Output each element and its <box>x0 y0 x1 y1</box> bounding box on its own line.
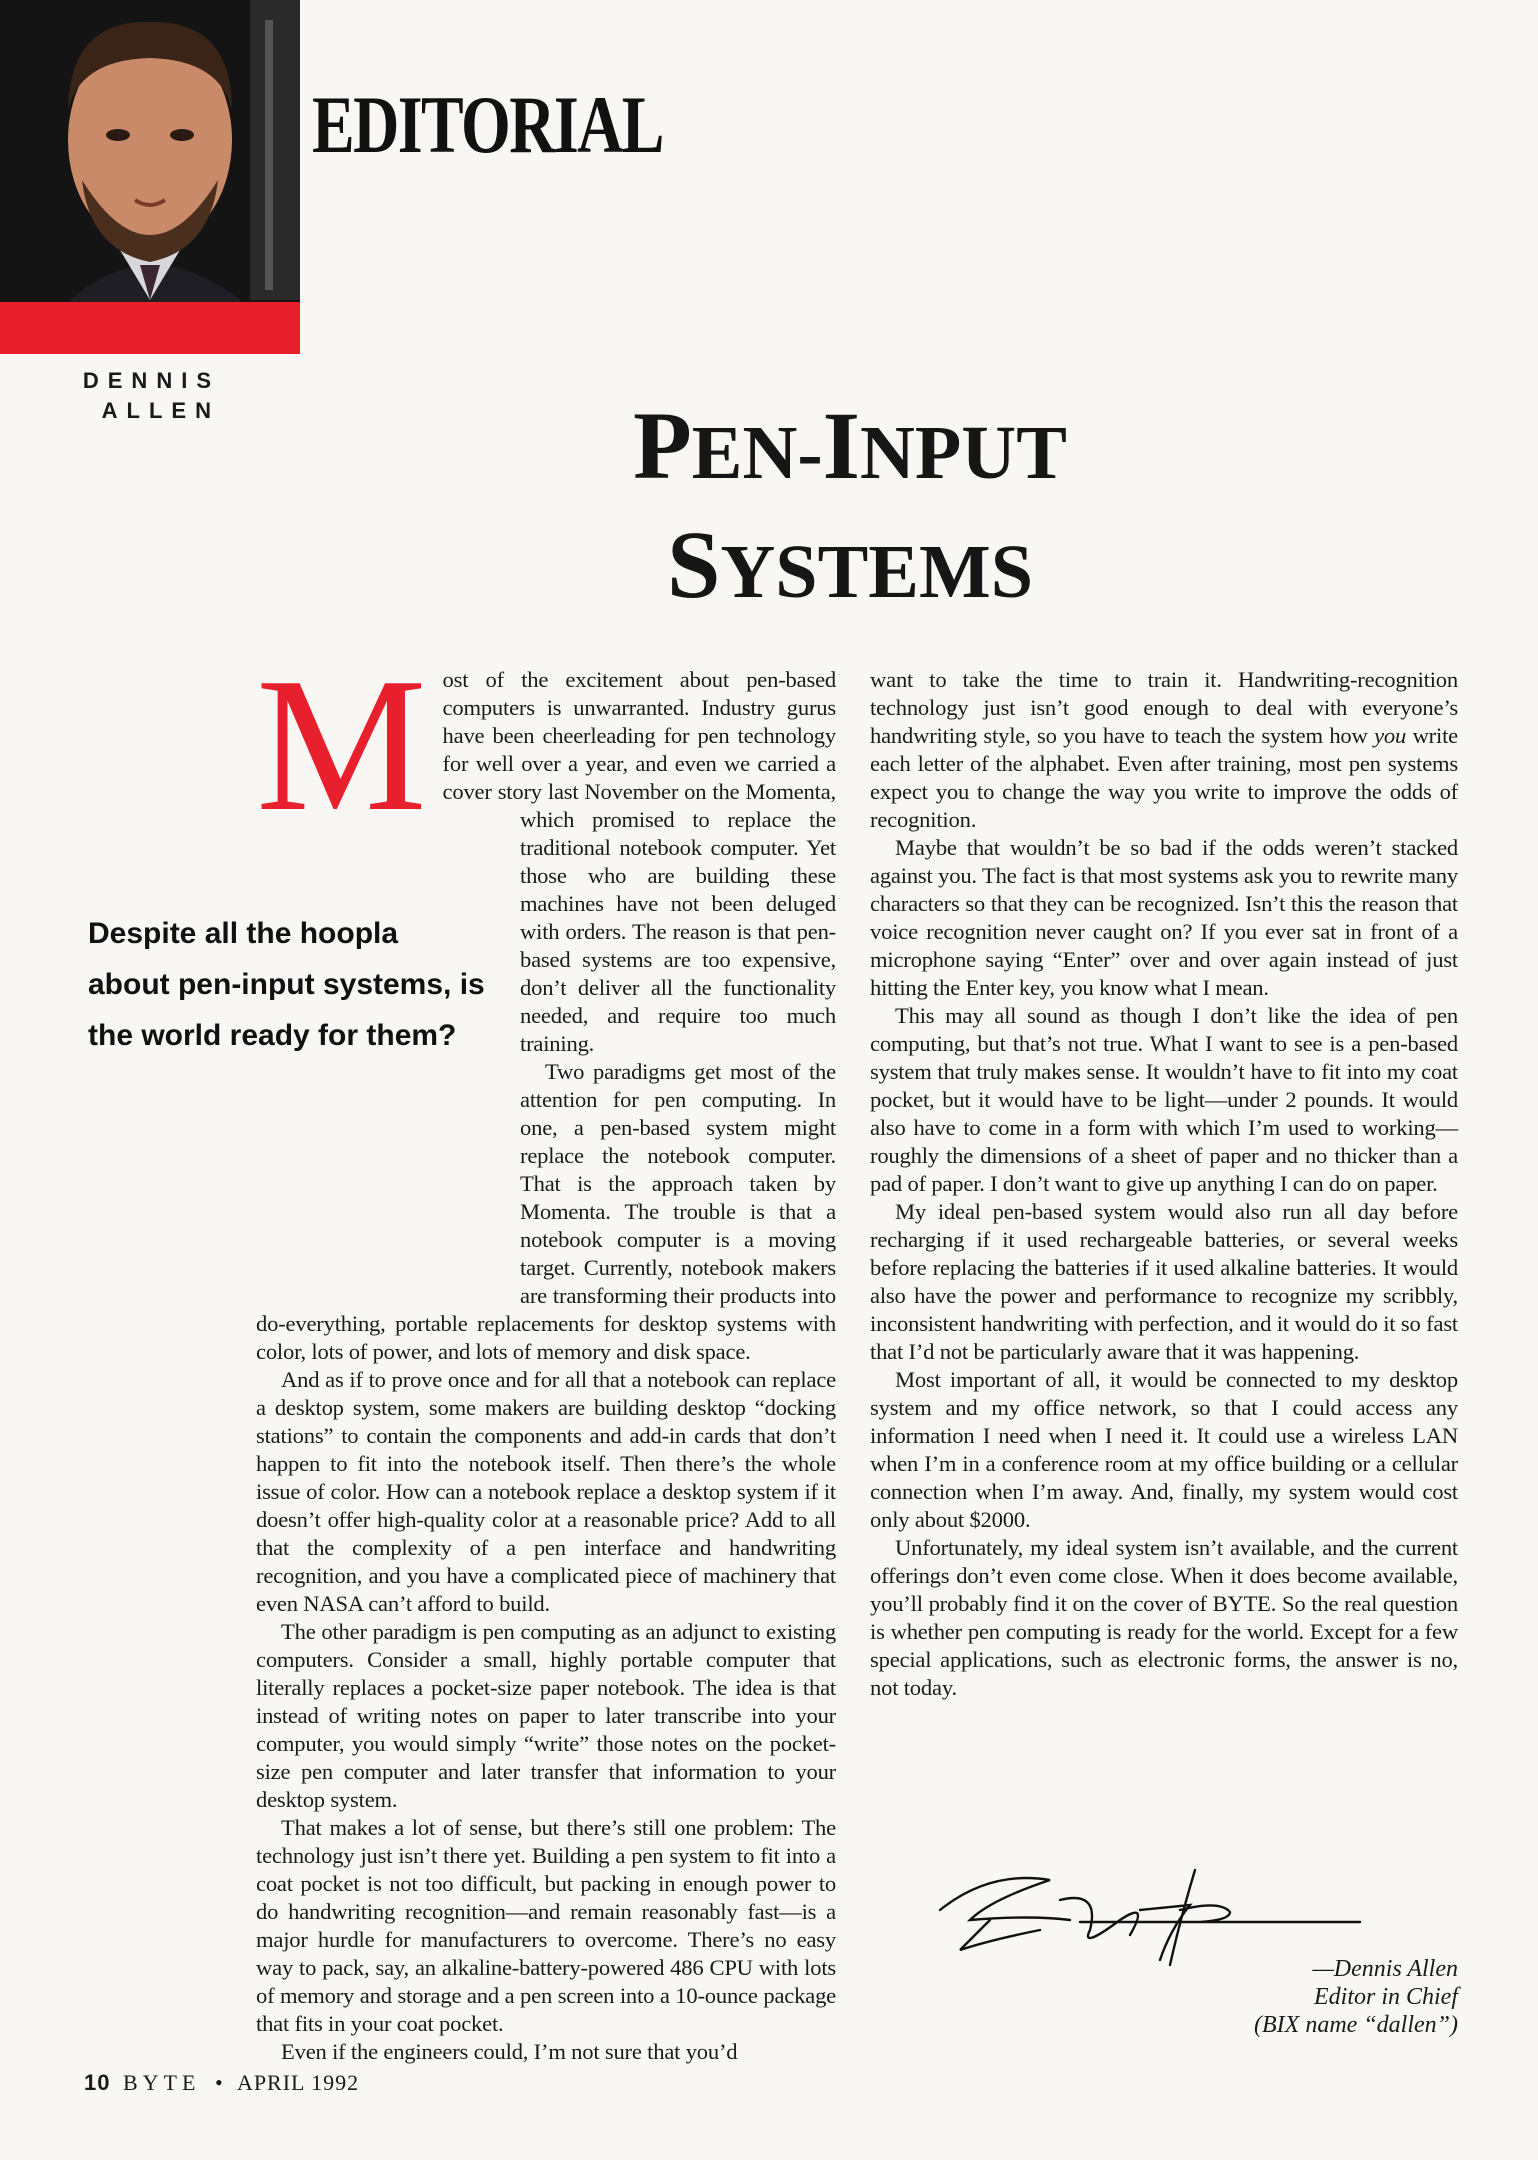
paragraph: want to take the time to train it. Handwriting-recognition technology just isn’t good enough to deal with everyone’s handwriting style, so you have to teach the system how you write each letter of the alphabet. Even after training, most pen systems expect you to change the way you write to improve the odds of recognition. <box>870 667 1458 832</box>
issue-date: APRIL 1992 <box>236 2070 360 2095</box>
author-last-name: ALLEN <box>101 398 220 423</box>
author-portrait-drawing <box>0 0 300 354</box>
pullquote-wrap-spacer <box>256 1042 520 1288</box>
paragraph: The other paradigm is pen computing as an adjunct to existing computers. Consider a small, highly portable computer that literally replaces a pocket-size paper notebook. The idea is that instead of writing notes on paper to later transcribe into your computer, you would simply “write” those notes on the pocket-size pen computer and later transfer that information to your desktop system. <box>256 1619 836 1812</box>
article-column-right <box>870 666 1458 1702</box>
headline-line-1: PEN-INPUT <box>633 392 1067 499</box>
signoff-bix: (BIX name “dallen”) <box>1254 2012 1458 2038</box>
paragraph: Unfortunately, my ideal system isn’t available, and the current offerings don’t even come close. When it does become available, you’ll probably find it on the cover of BYTE. So the real question is whether pen computing is ready for the world. Except for a few special applications, such as electronic forms, the answer is no, not today. <box>870 1535 1458 1700</box>
paragraph: My ideal pen-based system would also run all day before recharging if it used rechargeable batteries, or several weeks before replacing the batteries if it used alkaline batteries. It would also have the power and performance to recognize my scribbly, inconsistent handwriting with perfection, and it would do it so fast that I’d not be particularly aware that it was happening. <box>870 1199 1458 1364</box>
article-headline <box>560 390 1140 628</box>
page-number: 10 <box>84 2070 111 2095</box>
paragraph: That makes a lot of sense, but there’s still one problem: The technology just isn’t there yet. Building a pen system to fit into a coat pocket is not too difficult, but packing in enough power to do handwriting recognition—and remain reasonably fast—is a major hurdle for manufacturers to overcome. There’s no easy way to pack, say, an alkaline-battery-powered 486 CPU with lots of memory and storage and a pen screen into a 10-ounce package that fits in your coat pocket. <box>256 1815 836 2036</box>
magazine-name: BYTE <box>122 2070 201 2095</box>
section-label: EDITORIAL <box>312 79 663 170</box>
drop-cap: M <box>256 638 427 851</box>
paragraph: Most important of all, it would be connected to my desktop system and my office network, so that I could access any information I need when I need it. It could use a wireless LAN when I’m in a conference room at my office building or a cellular connection when I’m away. And, finally, my system would cost only about $2000. <box>870 1367 1458 1532</box>
signoff <box>1100 1955 1458 2039</box>
handwritten-signature <box>930 1860 1390 1970</box>
paragraph: This may all sound as though I don’t like the idea of pen computing, but that’s not true. What I want to see is a pen-based system that truly makes sense. It wouldn’t have to fit into my coat pocket, but it would have to be light—under 2 pounds. It would also have to come in a form with which I’m used to working—roughly the dimensions of a sheet of paper and no thicker than a pad of paper. I don’t want to give up anything I can do on paper. <box>870 1003 1458 1196</box>
article-column-left <box>256 638 836 2066</box>
page-folio <box>84 2070 359 2096</box>
signoff-title: Editor in Chief <box>1314 1984 1458 2010</box>
paragraph: Two paradigms get most of the attention for pen computing. In one, a pen-based system might replace the notebook computer. That is the approach taken by Momenta. The trouble is that a notebook computer is a moving target. Currently, notebook makers are transforming their products into do-everything, portable replacements for desktop systems with color, lots of power, and lots of memory and disk space. <box>256 1059 836 1364</box>
paragraph: Even if the engineers could, I’m not sure that you’d <box>281 2039 738 2064</box>
paragraph: ost of the excitement about pen-based computers is unwarranted. Industry gurus have been cheerleading for pen technology for well over a year, and even we carried a cover story last November on the Momenta, which promised to replace the traditional notebook computer. Yet those who are building these machines have not been deluged with orders. The reason is that pen-based systems are too expensive, don’t deliver all the functionality needed, and require too much training. <box>442 667 836 1056</box>
paragraph: Maybe that wouldn’t be so bad if the odds weren’t stacked against you. The fact is that most systems ask you to rewrite many characters so that they can be recognized. Isn’t this the reason that voice recognition never caught on? If you ever sat in front of a microphone saying “Enter” over and over again instead of just hitting the Enter key, you know what I mean. <box>870 835 1458 1000</box>
pullquote: Despite all the hoopla about pen-input systems, is the world ready for them? <box>88 917 485 1052</box>
headline-line-2: SYSTEMS <box>667 511 1033 618</box>
paragraph: And as if to prove once and for all that a notebook can replace a desktop system, some makers are building desktop “docking stations” to contain the components and add-in cards that don’t happen to fit into the notebook itself. Then there’s the whole issue of color. How can a notebook replace a desktop system if it doesn’t offer high-quality color at a reasonable price? Add to all that the complexity of a pen interface and handwriting recognition, and you have a complicated piece of machinery that even NASA can’t afford to build. <box>256 1367 836 1616</box>
folio-separator: • <box>214 2070 224 2095</box>
signoff-name: —Dennis Allen <box>1312 1956 1458 1982</box>
author-first-name: DENNIS <box>82 368 220 393</box>
author-photo <box>0 0 300 354</box>
author-byline <box>70 366 220 426</box>
